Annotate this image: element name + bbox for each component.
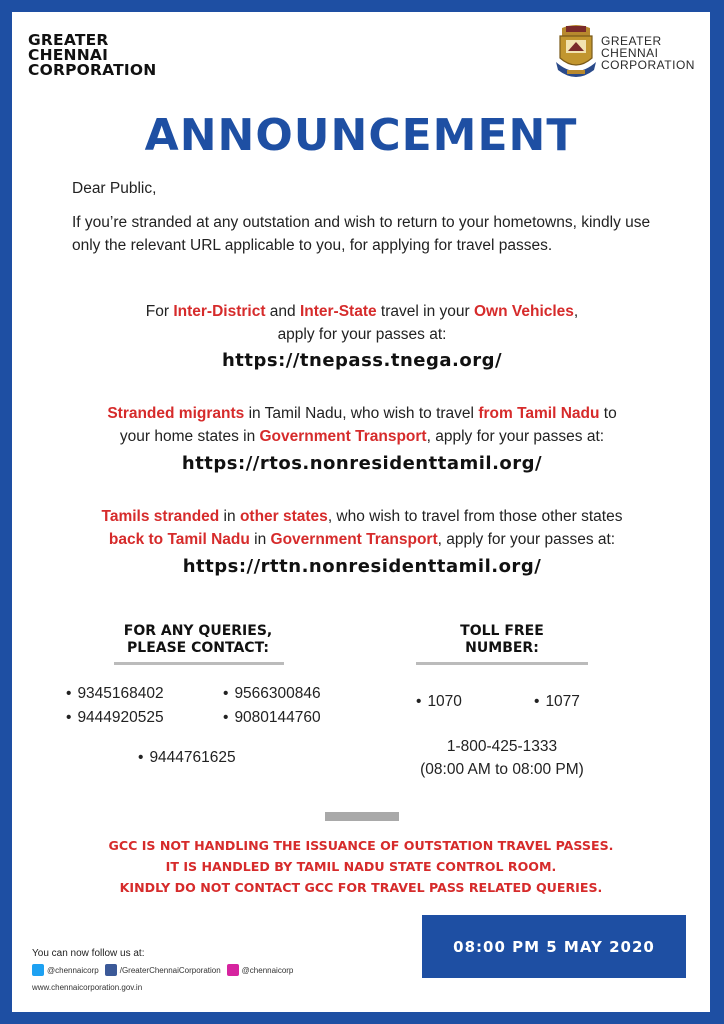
text: apply for your passes at: — [277, 326, 447, 343]
text: , apply for your passes at: — [426, 428, 605, 445]
highlight: Own Vehicles — [473, 303, 574, 320]
text: and — [265, 303, 300, 320]
facebook-handle[interactable]: /GreaterChennaiCorporation — [119, 965, 221, 975]
tollfree-long-number[interactable] — [408, 735, 596, 781]
heading-line-1: FOR ANY QUERIES, — [123, 623, 273, 639]
highlight: Government Transport — [259, 428, 427, 445]
text: your home states in — [119, 428, 260, 445]
text: in — [219, 508, 240, 525]
text: travel in your — [376, 303, 474, 320]
url-rttn[interactable]: https://rttn.nonresidenttamil.org/ — [182, 556, 542, 577]
phone-3[interactable]: • 9566300846 — [223, 685, 321, 703]
logo-line-3: CORPORATION — [601, 58, 695, 72]
website-link[interactable]: www.chennaicorporation.gov.in — [32, 983, 143, 992]
separator-bar — [325, 812, 399, 821]
phone-1[interactable]: • 9345168402 — [66, 685, 164, 703]
highlight: Inter-State — [299, 303, 377, 320]
text: in Tamil Nadu, who wish to travel — [244, 405, 479, 422]
twitter-handle[interactable]: @chennaicorp — [47, 965, 99, 975]
notice-line-3: KINDLY DO NOT CONTACT GCC FOR TRAVEL PASS RELATED QUERIES. — [119, 880, 603, 895]
tollfree-1070[interactable]: • 1070 — [416, 693, 462, 711]
hours: (08:00 AM to 08:00 PM) — [420, 761, 584, 778]
gcc-emblem-icon — [554, 24, 598, 80]
highlight: Stranded migrants — [107, 405, 245, 422]
section-tamils-stranded — [42, 505, 682, 551]
url-tnepass[interactable]: https://tnepass.tnega.org/ — [221, 350, 503, 371]
heading-line-1: TOLL FREE — [460, 623, 544, 639]
text: , apply for your passes at: — [437, 531, 616, 548]
org-line-2: CHENNAI — [28, 46, 109, 64]
tollfree-divider — [416, 662, 588, 665]
text: to — [599, 405, 617, 422]
section-own-vehicles — [42, 300, 682, 346]
highlight: Government Transport — [270, 531, 438, 548]
text: , — [573, 303, 579, 320]
intro-paragraph: If you’re stranded at any outstation and wish to return to your hometowns, kindly use only the relevant URL applicable to you, for applying for travel passes. — [72, 214, 651, 254]
org-line-1: GREATER — [28, 31, 109, 49]
highlight: back to Tamil Nadu — [108, 531, 250, 548]
org-name-right — [601, 35, 695, 71]
social-links — [32, 964, 293, 976]
twitter-icon[interactable] — [32, 964, 44, 976]
highlight: from Tamil Nadu — [478, 405, 600, 422]
phone-5[interactable]: • 9444761625 — [138, 749, 236, 767]
facebook-icon[interactable] — [105, 964, 117, 976]
instagram-icon[interactable] — [227, 964, 239, 976]
notice-line-1: GCC IS NOT HANDLING THE ISSUANCE OF OUTSTATION TRAVEL PASSES. — [108, 838, 614, 853]
phone-2[interactable]: • 9444920525 — [66, 709, 164, 727]
greeting: Dear Public, — [72, 180, 157, 197]
instagram-handle[interactable]: @chennaicorp — [241, 965, 294, 975]
highlight: Tamils stranded — [101, 508, 220, 525]
notice-line-2: IT IS HANDLED BY TAMIL NADU STATE CONTROL ROOM. — [165, 859, 557, 874]
page-title: ANNOUNCEMENT — [144, 110, 578, 161]
queries-divider — [114, 662, 284, 665]
highlight: Inter-District — [173, 303, 266, 320]
notice — [12, 835, 710, 898]
logo-line-2: CHENNAI — [601, 46, 659, 60]
section-stranded-migrants — [42, 402, 682, 448]
heading-line-2: PLEASE CONTACT: — [127, 640, 269, 656]
queries-heading — [100, 623, 296, 657]
phone-4[interactable]: • 9080144760 — [223, 709, 321, 727]
date-box: 08:00 PM 5 MAY 2020 — [422, 915, 686, 978]
text: , who wish to travel from those other states — [327, 508, 623, 525]
announcement-page — [12, 12, 710, 1012]
highlight: other states — [239, 508, 328, 525]
follow-us-label: You can now follow us at: — [32, 948, 145, 959]
org-line-3: CORPORATION — [28, 61, 157, 79]
text: in — [249, 531, 271, 548]
url-rtos[interactable]: https://rtos.nonresidenttamil.org/ — [181, 453, 543, 474]
logo-line-1: GREATER — [601, 34, 662, 48]
org-name-left — [28, 33, 156, 78]
heading-line-2: NUMBER: — [465, 640, 539, 656]
tollfree-1077[interactable]: • 1077 — [534, 693, 580, 711]
gcc-logo — [554, 24, 704, 84]
tollfree-heading — [416, 623, 588, 657]
text: For — [145, 303, 174, 320]
long-number: 1-800-425-1333 — [446, 738, 558, 755]
